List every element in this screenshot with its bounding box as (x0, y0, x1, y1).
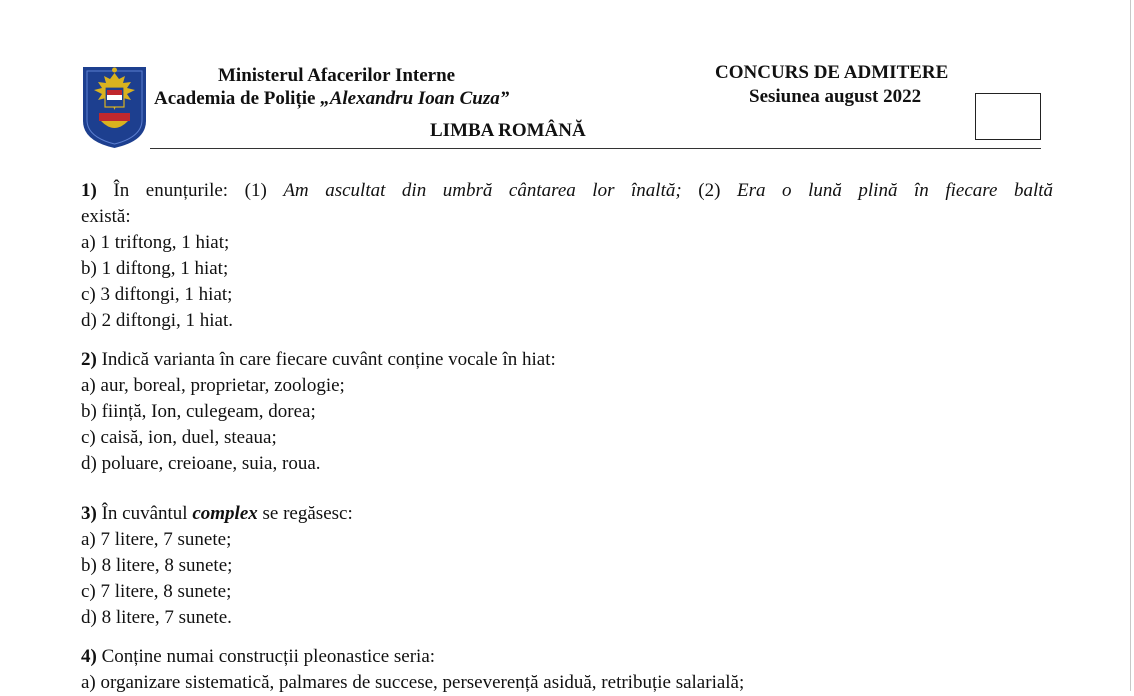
stem-text: se regăsesc: (257, 503, 353, 524)
spacer (81, 477, 1053, 501)
stem-text: În enunțurile: (1) (96, 180, 284, 201)
answer-option: b) ființă, Ion, culegeam, dorea; (81, 401, 316, 422)
ministry-name: Ministerul Afacerilor Interne (218, 65, 456, 86)
answer-option: d) 8 litere, 7 sunete. (81, 607, 232, 628)
question-number: 2) (81, 349, 97, 370)
exam-content (81, 178, 1053, 696)
question-number: 4) (81, 646, 97, 667)
answer-option: b) 1 diftong, 1 hiat; (81, 258, 229, 279)
question-3 (81, 501, 1053, 631)
academy-name (154, 88, 509, 110)
candidate-code-box (975, 93, 1041, 140)
question-number: 3) (81, 503, 97, 524)
answer-option: c) 3 diftongi, 1 hiat; (81, 284, 233, 305)
page-edge (1130, 0, 1131, 691)
question-2 (81, 347, 1053, 477)
academy-title: „Alexandru Ioan Cuza” (320, 88, 510, 109)
quoted-sentence: Am ascultat din umbră cântarea lor înaltă; (283, 180, 682, 201)
coat-of-arms-icon (81, 63, 148, 150)
stem-text: (2) (681, 180, 737, 201)
stem-text: Conține numai construcții pleonastice seria: (96, 646, 436, 667)
academy-prefix: Academia de Poliție (154, 88, 321, 109)
subject-title: LIMBA ROMÂNĂ (430, 120, 586, 141)
quoted-sentence: Era o lună plină în fiecare baltă (736, 180, 1054, 201)
session-label: Sesiunea august 2022 (749, 86, 922, 107)
question-number: 1) (81, 180, 97, 201)
question-stem (81, 501, 1053, 527)
stem-text: Indică varianta în care fiecare cuvânt conține vocale în hiat: (96, 349, 556, 370)
answer-option: a) aur, boreal, proprietar, zoologie; (81, 375, 345, 396)
answer-option: a) organizare sistematică, palmares de succese, perseverență asiduă, retribuție salarială; (81, 672, 745, 693)
header-divider (150, 148, 1041, 149)
answer-option: d) 2 diftongi, 1 hiat. (81, 310, 233, 331)
stem-text: În cuvântul (96, 503, 193, 524)
answer-option: a) 1 triftong, 1 hiat; (81, 232, 230, 253)
question-stem-continued: există: (81, 206, 131, 227)
answer-option: a) 7 litere, 7 sunete; (81, 529, 232, 550)
answer-option: c) caisă, ion, duel, steaua; (81, 427, 277, 448)
question-stem (81, 644, 1053, 670)
contest-title: CONCURS DE ADMITERE (715, 62, 949, 83)
question-stem (81, 347, 1053, 373)
spacer (81, 631, 1053, 644)
question-stem (81, 178, 1053, 204)
answer-option: b) 8 litere, 8 sunete; (81, 555, 233, 576)
spacer (81, 334, 1053, 347)
answer-option: c) 7 litere, 8 sunete; (81, 581, 232, 602)
highlighted-word: complex (192, 503, 258, 524)
question-1 (81, 178, 1053, 334)
question-4 (81, 644, 1053, 696)
answer-option: d) poluare, creioane, suia, roua. (81, 453, 321, 474)
